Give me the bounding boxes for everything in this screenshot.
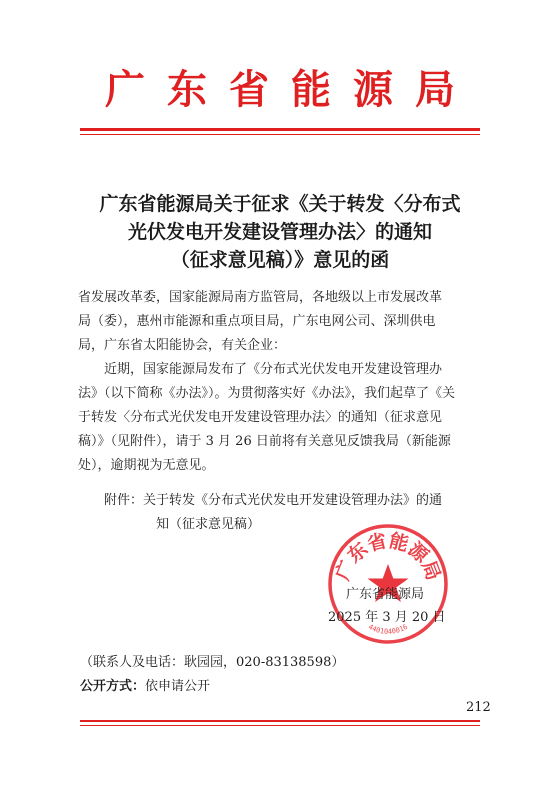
recipients-line-1: 省发展改革委，国家能源局南方监管局，各地级以上市发展改革	[78, 290, 443, 305]
body-line-4: 稿）》（见附件），请于 3 月 26 日前将有关意见反馈我局（新能源	[78, 434, 451, 449]
attachment-line-2: 知（征求意见稿）	[156, 517, 261, 532]
footer-rule-thick	[80, 720, 480, 722]
body-line-5: 处），逾期视为无意见。	[78, 458, 215, 473]
attachment-line-1: 附件：关于转发《分布式光伏发电开发建设管理办法》的通	[104, 493, 443, 508]
body-line-1: 近期，国家能源局发布了《分布式光伏发电开发建设管理办	[104, 362, 443, 377]
title-line-3: （征求意见稿）》意见的函	[170, 249, 390, 271]
recipients-block	[78, 286, 488, 358]
header-rule-thin	[80, 134, 480, 135]
agency-header-title: 广东省能源局	[105, 67, 477, 113]
recipients-line-2: 局（委），惠州市能源和重点项目局，广东电网公司、深圳供电	[78, 314, 436, 329]
recipients-line-3: 局，广东省太阳能协会，有关企业：	[78, 338, 287, 353]
header-rule-thick	[80, 128, 480, 131]
body-line-3: 于转发〈分布式光伏发电开发建设管理办法〉的通知（征求意见	[78, 410, 443, 425]
body-paragraph	[78, 358, 488, 478]
title-line-2: 光伏发电开发建设管理办法〉的通知	[127, 221, 432, 243]
disclosure-line	[80, 676, 210, 698]
seal-serial-text: 4401040016	[366, 622, 410, 636]
contact-info: （联系人及电话：耿园园，020-83138598）	[80, 655, 345, 670]
document-title	[60, 190, 500, 274]
disclosure-label: 公开方式：	[80, 679, 146, 694]
signature-org: 广东省能源局	[346, 587, 425, 602]
signature-date: 2025 年 3 月 20 日	[328, 610, 446, 625]
footer-rule-thin	[80, 725, 480, 726]
page-number: 212	[466, 700, 491, 715]
seal-ring-text: 广东省能源局	[331, 529, 445, 584]
disclosure-value: 依申请公开	[145, 679, 211, 694]
body-line-2: 法》（以下简称《办法》）。为贯彻落实好《办法》，我们起草了《关	[78, 386, 456, 401]
title-line-1: 广东省能源局关于征求《关于转发〈分布式	[99, 193, 461, 215]
